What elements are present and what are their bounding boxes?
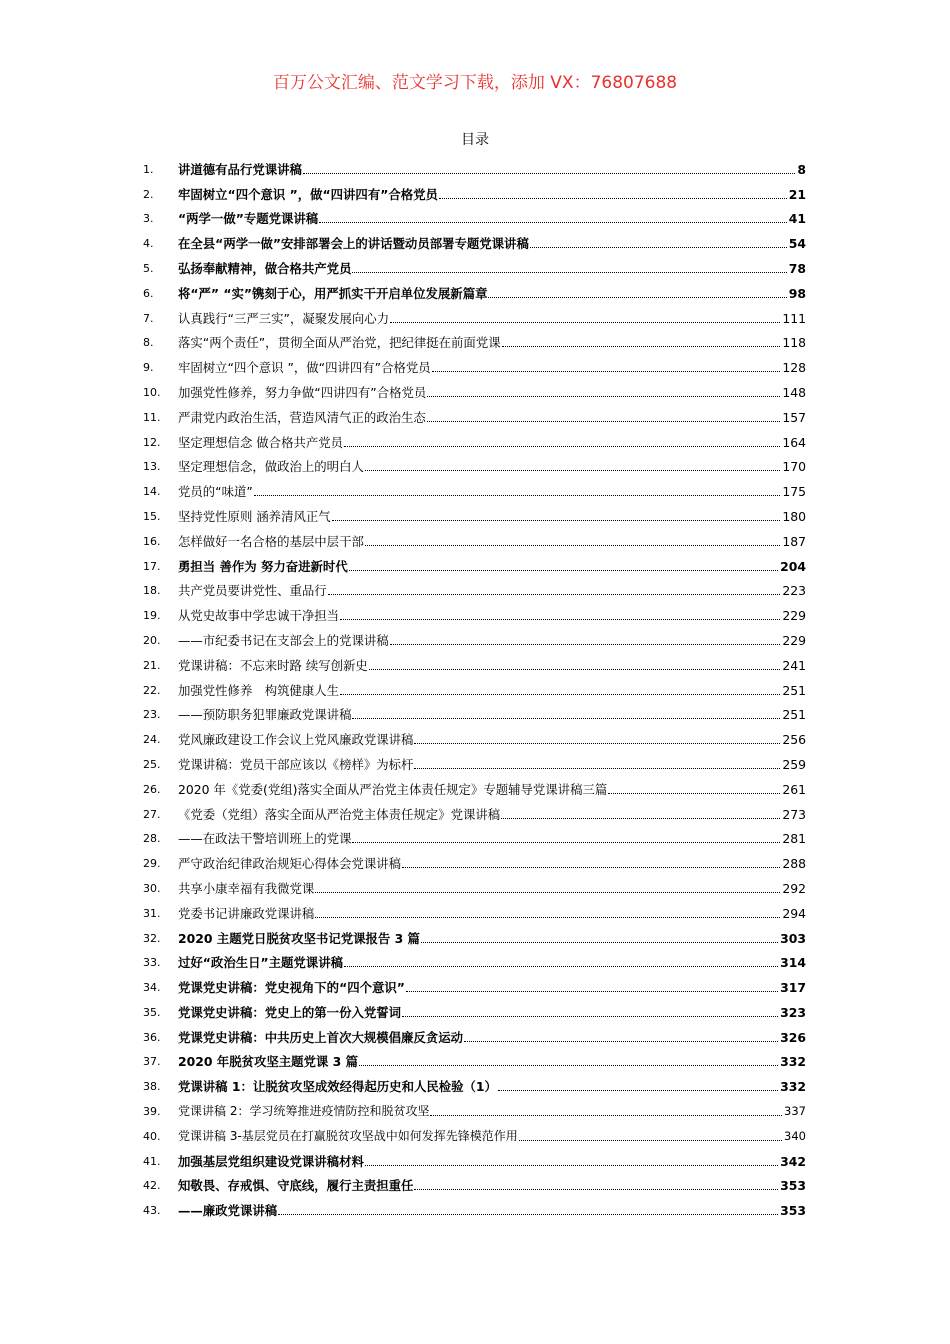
toc-entry-page-number: 148 [782,384,806,400]
toc-entry-number: 40. [143,1129,161,1143]
toc-entry[interactable] [143,499,806,524]
toc-entry-page-number: 54 [788,236,806,252]
toc-entry-page-number: 332 [780,1054,806,1070]
toc-entry-number: 6. [143,286,154,300]
toc-entry[interactable] [143,574,806,599]
toc-entry[interactable] [143,598,806,623]
toc-entry-number: 34. [143,981,161,995]
toc-dot-leader [402,1016,778,1017]
toc-entry[interactable] [143,226,806,251]
toc-entry-number: 7. [143,311,154,325]
toc-entry-number: 35. [143,1005,161,1019]
toc-entry-page-number: 128 [782,360,806,376]
toc-entry-page-number: 259 [782,756,806,772]
toc-entry-page-number: 353 [780,1203,806,1219]
toc-entry[interactable] [143,1094,806,1119]
toc-entry[interactable] [143,524,806,549]
toc-entry[interactable] [143,623,806,648]
toc-dot-leader [414,768,780,769]
toc-entry[interactable] [143,822,806,847]
toc-entry-page-number: 21 [788,186,806,202]
toc-entry-title: 认真践行“三严三实”，凝聚发展向心力 [178,310,390,326]
toc-entry-page-number: 241 [782,657,806,673]
toc-entry-page-number: 340 [784,1128,806,1143]
toc-entry-title: 党课讲稿 2：学习统筹推进疫情防控和脱贫攻坚 [178,1104,430,1119]
toc-dot-leader [519,1140,782,1141]
toc-entry-number: 39. [143,1105,161,1119]
toc-entry-number: 24. [143,733,161,747]
toc-entry-number: 22. [143,683,161,697]
toc-entry-title: 怎样做好一名合格的基层中层干部 [178,533,364,549]
toc-entry-title: 严守政治纪律政治规矩心得体会党课讲稿 [178,856,402,872]
toc-entry-page-number: 157 [782,409,806,425]
table-of-contents [143,152,806,1218]
toc-entry[interactable] [143,1045,806,1070]
toc-entry-title: 讲道德有品行党课讲稿 [178,161,302,177]
toc-entry-page-number: 273 [782,806,806,822]
toc-dot-leader [315,917,780,918]
toc-entry-page-number: 118 [782,335,806,351]
toc-dot-leader [352,842,780,843]
toc-entry-number: 29. [143,857,161,871]
toc-entry-title: “两学一做”专题党课讲稿 [178,211,319,227]
toc-entry-number: 12. [143,435,161,449]
toc-dot-leader [488,297,786,298]
toc-dot-leader [340,619,780,620]
toc-dot-leader [349,570,778,571]
toc-entry[interactable] [143,722,806,747]
toc-entry-title: 加强党性修养，努力争做“四讲四有”合格党员 [178,384,427,400]
toc-entry-number: 42. [143,1179,161,1193]
toc-entry-title: 在全县“两学一做”安排部署会上的讲话暨动员部署专题党课讲稿 [178,236,529,252]
toc-entry-page-number: 251 [782,682,806,698]
toc-entry-number: 18. [143,584,161,598]
toc-entry-title: 2020 主题党日脱贫攻坚书记党课报告 3 篇 [178,930,420,946]
toc-entry-number: 28. [143,832,161,846]
toc-dot-leader [365,545,780,546]
toc-entry-number: 33. [143,956,161,970]
toc-entry-title: 坚定理想信念，做政治上的明白人 [178,459,364,475]
toc-entry-number: 21. [143,658,161,672]
toc-dot-leader [332,520,781,521]
toc-entry[interactable] [143,772,806,797]
toc-dot-leader [498,1090,778,1091]
toc-entry-number: 16. [143,534,161,548]
toc-entry-title: ——预防职务犯罪廉政党课讲稿 [178,707,352,723]
toc-entry-page-number: 229 [782,632,806,648]
toc-entry-page-number: 342 [780,1153,806,1169]
toc-entry[interactable] [143,921,806,946]
toc-entry-number: 41. [143,1154,161,1168]
toc-entry-title: ——廉政党课讲稿 [178,1203,278,1219]
toc-entry-page-number: 256 [782,732,806,748]
toc-entry-title: 党课讲稿：党员干部应该以《榜样》为标杆 [178,756,414,772]
toc-entry[interactable] [143,970,806,995]
toc-entry-number: 31. [143,906,161,920]
toc-entry-title: 2020 年《党委(党组)落实全面从严治党主体责任规定》专题辅导党课讲稿三篇 [178,781,608,797]
toc-dot-leader [414,743,780,744]
toc-entry-number: 25. [143,757,161,771]
toc-entry-title: 党课党史讲稿：中共历史上首次大规模倡廉反贪运动 [178,1029,463,1045]
toc-dot-leader [501,818,780,819]
toc-entry-page-number: 111 [782,310,806,326]
toc-dot-leader [502,346,781,347]
toc-dot-leader [319,222,787,223]
toc-entry[interactable] [143,1144,806,1169]
toc-entry[interactable] [143,326,806,351]
toc-entry[interactable] [143,1119,806,1144]
toc-entry-number: 10. [143,385,161,399]
toc-entry-number: 27. [143,807,161,821]
toc-dot-leader [390,322,780,323]
toc-entry-title: 党课党史讲稿：党史视角下的“四个意识” [178,980,405,996]
toc-entry-number: 17. [143,559,161,573]
toc-entry-title: 将“严” “实”镌刻于心，用严抓实干开启单位发展新篇章 [178,285,488,301]
toc-entry-number: 4. [143,237,154,251]
toc-entry-title: ——市纪委书记在支部会上的党课讲稿 [178,632,389,648]
toc-dot-leader [406,991,778,992]
toc-entry[interactable] [143,177,806,202]
toc-entry-number: 9. [143,361,154,375]
toc-dot-leader [352,718,780,719]
toc-entry-title: ——在政法干警培训班上的党课 [178,831,352,847]
toc-entry[interactable] [143,251,806,276]
toc-entry-page-number: 337 [784,1104,806,1119]
toc-entry[interactable] [143,549,806,574]
toc-dot-leader [328,594,781,595]
toc-entry-page-number: 180 [782,508,806,524]
toc-entry-number: 5. [143,261,154,275]
toc-entry[interactable] [143,450,806,475]
toc-dot-leader [439,198,787,199]
toc-entry[interactable] [143,1069,806,1094]
toc-entry-title: 党委书记讲廉政党课讲稿 [178,905,315,921]
toc-entry-number: 11. [143,410,161,424]
toc-entry-title: 党课党史讲稿：党史上的第一份入党誓词 [178,1004,402,1020]
toc-entry[interactable] [143,1193,806,1218]
toc-entry-title: 共产党员要讲党性、重品行 [178,583,327,599]
toc-dot-leader [359,1065,778,1066]
toc-entry-title: 加强党性修养 构筑健康人生 [178,682,340,698]
toc-entry-page-number: 317 [780,980,806,996]
toc-dot-leader [464,1041,778,1042]
toc-entry-number: 36. [143,1030,161,1044]
toc-entry[interactable] [143,846,806,871]
toc-entry-page-number: 332 [780,1079,806,1095]
toc-entry-title: 坚持党性原则 涵养清风正气 [178,508,331,524]
toc-entry-number: 43. [143,1204,161,1218]
toc-entry[interactable] [143,698,806,723]
toc-dot-leader [432,371,781,372]
toc-dot-leader [278,1214,778,1215]
toc-entry[interactable] [143,400,806,425]
toc-dot-leader [430,1115,782,1116]
toc-entry-number: 14. [143,485,161,499]
toc-entry-number: 3. [143,212,154,226]
toc-dot-leader [365,470,780,471]
toc-entry-number: 23. [143,708,161,722]
toc-entry-title: 弘扬奉献精神，做合格共产党员 [178,260,352,276]
toc-entry-title: 共享小康幸福有我微党课 [178,880,315,896]
toc-entry[interactable] [143,301,806,326]
toc-entry-page-number: 175 [782,484,806,500]
toc-entry-page-number: 326 [780,1029,806,1045]
toc-dot-leader [340,694,780,695]
toc-entry-number: 13. [143,460,161,474]
toc-entry-page-number: 353 [780,1178,806,1194]
toc-dot-leader [344,966,778,967]
toc-entry[interactable] [143,797,806,822]
toc-entry[interactable] [143,350,806,375]
toc-entry-page-number: 41 [788,211,806,227]
toc-entry[interactable] [143,747,806,772]
toc-entry-title: 知敬畏、存戒惧、守底线，履行主责担重任 [178,1178,414,1194]
toc-entry[interactable] [143,375,806,400]
toc-entry-page-number: 288 [782,856,806,872]
toc-entry-title: 过好“政治生日”主题党课讲稿 [178,955,343,971]
toc-entry-number: 38. [143,1080,161,1094]
toc-entry-number: 32. [143,931,161,945]
toc-entry-page-number: 8 [797,161,806,177]
toc-dot-leader [303,173,795,174]
toc-entry-title: 落实“两个责任”，贯彻全面从严治党，把纪律挺在前面党课 [178,335,501,351]
toc-entry-title: 党课讲稿 1：让脱贫攻坚成效经得起历史和人民检验（1） [178,1079,497,1095]
toc-dot-leader [414,1189,778,1190]
toc-entry-title: 《党委（党组）落实全面从严治党主体责任规定》党课讲稿 [178,806,501,822]
toc-entry-title: 党员的“味道” [178,484,253,500]
toc-entry-page-number: 292 [782,880,806,896]
toc-entry-title: 党课讲稿：不忘来时路 续写创新史 [178,657,368,673]
toc-entry-page-number: 294 [782,905,806,921]
toc-entry-title: 2020 年脱贫攻坚主题党课 3 篇 [178,1054,358,1070]
toc-entry-number: 8. [143,336,154,350]
toc-dot-leader [427,396,780,397]
toc-entry[interactable] [143,673,806,698]
toc-entry[interactable] [143,648,806,673]
toc-entry-title: 勇担当 善作为 努力奋进新时代 [178,558,348,574]
toc-entry-title: 牢固树立“四个意识 ”，做“四讲四有”合格党员 [178,360,431,376]
toc-entry[interactable] [143,202,806,227]
toc-entry[interactable] [143,896,806,921]
toc-dot-leader [390,644,781,645]
toc-entry-title: 严肃党内政治生活，营造风清气正的政治生态 [178,409,426,425]
toc-entry-page-number: 314 [780,955,806,971]
toc-dot-leader [608,793,780,794]
toc-entry-title: 从党史故事中学忠诚干净担当 [178,608,340,624]
toc-entry-number: 19. [143,609,161,623]
toc-entry[interactable] [143,1169,806,1194]
toc-entry[interactable] [143,946,806,971]
toc-entry-title: 牢固树立“四个意识 ”，做“四讲四有”合格党员 [178,186,438,202]
toc-entry-page-number: 303 [780,930,806,946]
toc-entry-page-number: 281 [782,831,806,847]
toc-dot-leader [254,495,781,496]
toc-dot-leader [530,247,787,248]
toc-entry[interactable] [143,276,806,301]
toc-entry-page-number: 170 [782,459,806,475]
toc-dot-leader [365,1165,778,1166]
toc-entry-page-number: 98 [788,285,806,301]
toc-entry-title: 坚定理想信念 做合格共产党员 [178,434,344,450]
toc-entry-number: 20. [143,633,161,647]
toc-entry-page-number: 223 [782,583,806,599]
toc-entry-page-number: 78 [788,260,806,276]
toc-entry-number: 15. [143,509,161,523]
toc-entry-page-number: 164 [782,434,806,450]
toc-dot-leader [352,272,786,273]
toc-entry[interactable] [143,474,806,499]
toc-entry-title: 党课讲稿 3-基层党员在打赢脱贫攻坚战中如何发挥先锋模范作用 [178,1128,518,1143]
toc-entry[interactable] [143,871,806,896]
toc-entry[interactable] [143,995,806,1020]
toc-entry-page-number: 187 [782,533,806,549]
toc-entry-page-number: 229 [782,608,806,624]
toc-entry-page-number: 261 [782,781,806,797]
toc-dot-leader [315,892,780,893]
toc-dot-leader [369,669,781,670]
toc-entry-number: 30. [143,881,161,895]
toc-dot-leader [421,942,778,943]
toc-entry-title: 加强基层党组织建设党课讲稿材料 [178,1153,364,1169]
toc-dot-leader [344,446,780,447]
toc-entry-page-number: 323 [780,1004,806,1020]
toc-entry-page-number: 204 [780,558,806,574]
toc-entry-number: 2. [143,187,154,201]
header-banner: 百万公文汇编、范文学习下载，添加 VX：76807688 [272,73,678,93]
toc-entry[interactable] [143,1020,806,1045]
toc-entry[interactable] [143,152,806,177]
toc-entry-number: 26. [143,782,161,796]
toc-dot-leader [402,867,780,868]
toc-entry-number: 1. [143,162,154,176]
toc-entry-number: 37. [143,1055,161,1069]
toc-entry-page-number: 251 [782,707,806,723]
toc-title: 目录 [461,132,489,148]
toc-entry-title: 党风廉政建设工作会议上党风廉政党课讲稿 [178,732,414,748]
toc-entry[interactable] [143,425,806,450]
toc-dot-leader [427,421,781,422]
